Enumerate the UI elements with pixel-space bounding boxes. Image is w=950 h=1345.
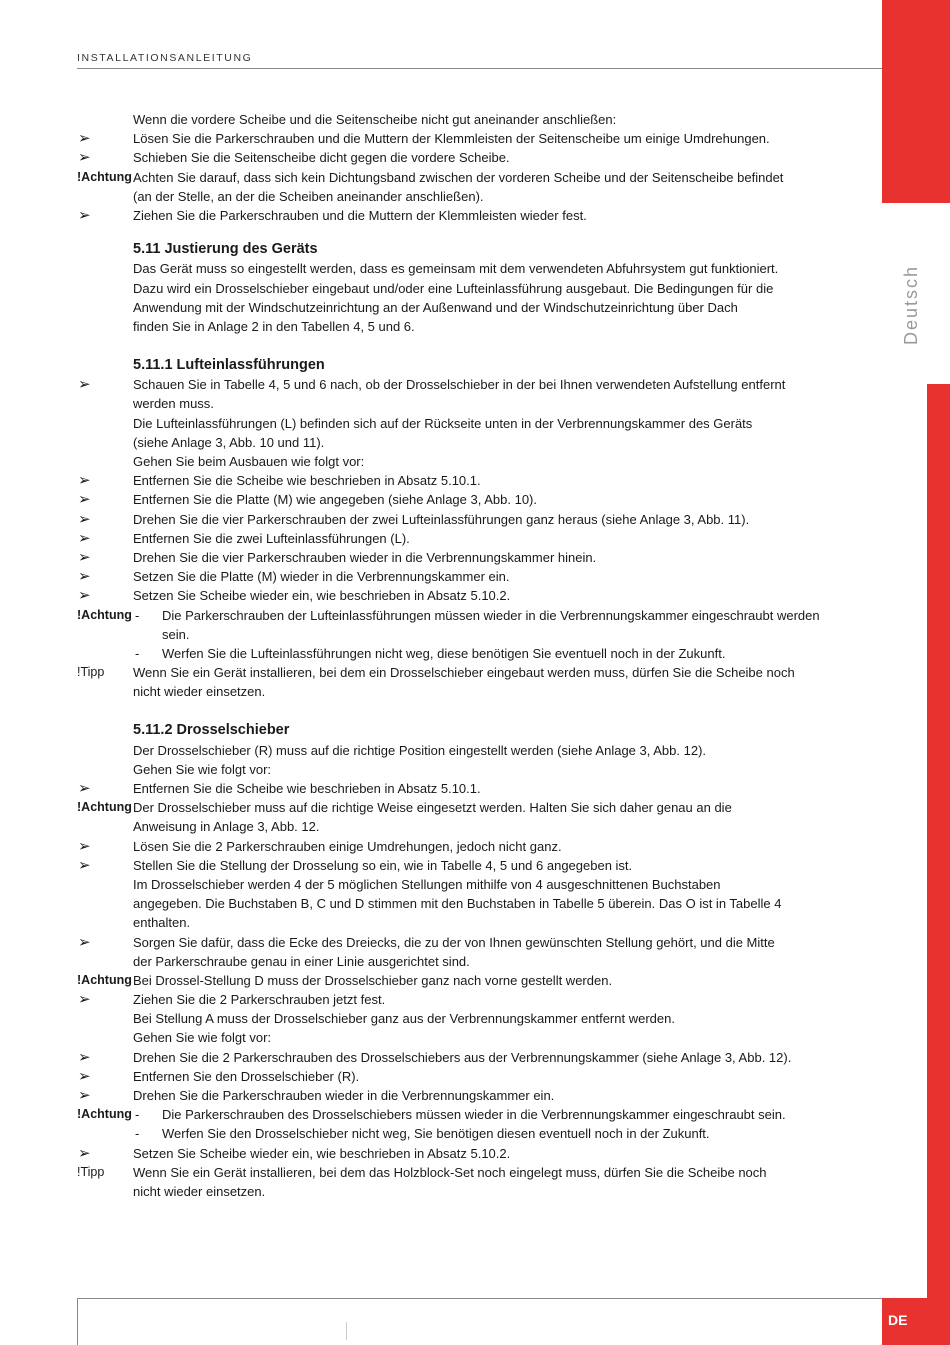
header-rule	[77, 68, 882, 69]
text-line: Die Lufteinlassführungen (L) befinden sich auf der Rückseite unten in der Verbrennungskammer des Geräts	[133, 415, 753, 431]
list-item: ➢ Drehen Sie die 2 Parkerschrauben des Drosselschiebers aus der Verbrennungskammer (siehe Anlage 3, Abb. 12).	[78, 1048, 792, 1066]
list-item: ➢ Lösen Sie die 2 Parkerschrauben einige Umdrehungen, jedoch nicht ganz.	[78, 837, 562, 855]
text-line: (an der Stelle, an der die Scheiben aneinander anschließen).	[133, 188, 484, 204]
text-line: der Parkerschraube genau in einer Linie ausgerichtet sind.	[133, 953, 470, 969]
section-heading: 5.11.2 Drosselschieber	[133, 722, 290, 739]
arrow-bullet-icon: ➢	[78, 206, 91, 224]
warning-note: !Achtung Achten Sie darauf, dass sich kein Dichtungsband zwischen der vorderen Scheibe und der Seitenscheibe befindet	[0, 168, 880, 187]
list-item: ➢ Setzen Sie Scheibe wieder ein, wie beschrieben in Absatz 5.10.2.	[78, 1144, 511, 1162]
arrow-bullet-icon: ➢	[78, 587, 91, 605]
tip-note: !Tipp Wenn Sie ein Gerät installieren, bei dem das Holzblock-Set noch eingelegt muss, dürfen Sie die Scheibe noch	[0, 1163, 880, 1182]
list-item: ➢ Drehen Sie die vier Parkerschrauben der zwei Lufteinlassführungen ganz heraus (siehe Anlage 3, Abb. 11).	[78, 510, 750, 528]
list-item: ➢ Drehen Sie die Parkerschrauben wieder in die Verbrennungskammer ein.	[78, 1087, 555, 1104]
language-side-label: Deutsch	[901, 264, 921, 346]
text-line: nicht wieder einsetzen.	[133, 684, 266, 700]
achtung-label: !Achtung	[77, 1107, 132, 1122]
arrow-bullet-icon: ➢	[78, 529, 91, 547]
text-line: Gehen Sie wie folgt vor:	[133, 1030, 272, 1046]
arrow-bullet-icon: ➢	[78, 1067, 91, 1085]
list-item: - Werfen Sie den Drosselschieber nicht weg, Sie benötigen diesen eventuell noch in der Zukunft.	[0, 1124, 880, 1143]
dash-bullet: -	[135, 1107, 140, 1123]
text-line: sein.	[162, 626, 190, 642]
list-item: ➢ Entfernen Sie den Drosselschieber (R).	[78, 1067, 360, 1085]
arrow-bullet-icon: ➢	[78, 1048, 91, 1066]
dash-bullet: -	[135, 607, 140, 623]
tipp-label: !Tipp	[77, 1164, 105, 1179]
arrow-bullet-icon: ➢	[78, 1144, 91, 1162]
arrow-bullet-icon: ➢	[78, 856, 91, 874]
text-line: nicht wieder einsetzen.	[133, 1183, 266, 1199]
arrow-bullet-icon: ➢	[78, 933, 91, 951]
arrow-bullet-icon: ➢	[78, 837, 91, 855]
arrow-bullet-icon: ➢	[78, 780, 91, 797]
text-line: Das Gerät muss so eingestellt werden, dass es gemeinsam mit dem verwendeten Abfuhrsystem gut funktioniert.	[133, 261, 779, 277]
text-line: angegeben. Die Buchstaben B, C und D stimmen mit den Buchstaben in Tabelle 5 überein. Das O ist in Tabelle 4	[133, 896, 782, 912]
language-tab-label: DE	[888, 1312, 908, 1328]
section-heading: 5.11.1 Lufteinlassführungen	[133, 357, 325, 374]
arrow-bullet-icon: ➢	[78, 149, 91, 167]
warning-note: !Achtung Bei Drossel-Stellung D muss der Drosselschieber ganz nach vorne gestellt werden.	[0, 971, 880, 990]
section-heading: 5.11 Justierung des Geräts	[133, 241, 318, 258]
list-item: ➢ Schieben Sie die Seitenscheibe dicht gegen die vordere Scheibe.	[78, 149, 510, 167]
document-title: INSTALLATIONSANLEITUNG	[77, 52, 253, 64]
footer-divider	[346, 1322, 347, 1340]
list-item: ➢ Schauen Sie in Tabelle 4, 5 und 6 nach, ob der Drosselschieber in der bei Ihnen verwendeten Aufstellung entfernt	[78, 376, 786, 394]
arrow-bullet-icon: ➢	[78, 130, 91, 148]
list-item: ➢ Entfernen Sie die Scheibe wie beschrieben in Absatz 5.10.1.	[78, 780, 481, 797]
footer-rule	[77, 1298, 882, 1299]
list-item: ➢ Ziehen Sie die Parkerschrauben und die Muttern der Klemmleisten wieder fest.	[78, 206, 587, 224]
tip-note: !Tipp Wenn Sie ein Gerät installieren, bei dem ein Drosselschieber eingebaut werden muss, dürfen Sie die Scheibe noch	[0, 663, 880, 682]
text-line: (siehe Anlage 3, Abb. 10 und 11).	[133, 434, 325, 450]
arrow-bullet-icon: ➢	[78, 1087, 91, 1104]
achtung-label: !Achtung	[77, 800, 132, 815]
list-item: ➢ Setzen Sie Scheibe wieder ein, wie beschrieben in Absatz 5.10.2.	[78, 587, 511, 605]
text-line: Wenn die vordere Scheibe und die Seitenscheibe nicht gut aneinander anschließen:	[133, 112, 617, 127]
list-item: ➢ Entfernen Sie die zwei Lufteinlassführungen (L).	[78, 529, 410, 547]
arrow-bullet-icon: ➢	[78, 491, 91, 509]
text-line: Gehen Sie beim Ausbauen wie folgt vor:	[133, 454, 365, 469]
achtung-label: !Achtung	[77, 607, 132, 622]
warning-note: !Achtung - Die Parkerschrauben des Drosselschiebers müssen wieder in die Verbrennungskammer eingeschraubt sein.	[0, 1105, 880, 1124]
dash-bullet: -	[135, 1126, 140, 1142]
text-line: enthalten.	[133, 915, 191, 931]
list-item: ➢ Ziehen Sie die 2 Parkerschrauben jetzt fest.	[78, 991, 386, 1009]
text-line: finden Sie in Anlage 2 in den Tabellen 4, 5 und 6.	[133, 318, 415, 334]
arrow-bullet-icon: ➢	[78, 568, 91, 586]
list-item: ➢ Stellen Sie die Stellung der Drosselung so ein, wie in Tabelle 4, 5 und 6 angegeben ist.	[78, 856, 633, 874]
text-line: Bei Stellung A muss der Drosselschieber ganz aus der Verbrennungskammer entfernt werden.	[133, 1011, 675, 1027]
arrow-bullet-icon: ➢	[78, 510, 91, 528]
text-line: Anweisung in Anlage 3, Abb. 12.	[133, 819, 320, 835]
arrow-bullet-icon: ➢	[78, 472, 91, 490]
list-item: - Werfen Sie die Lufteinlassführungen nicht weg, diese benötigen Sie eventuell noch in der Zukunft.	[0, 644, 880, 663]
dash-bullet: -	[135, 645, 140, 661]
achtung-label: !Achtung	[77, 972, 132, 987]
red-corner-bar	[882, 0, 950, 203]
list-item: ➢ Drehen Sie die vier Parkerschrauben wieder in die Verbrennungskammer hinein.	[78, 548, 597, 566]
arrow-bullet-icon: ➢	[78, 548, 91, 566]
list-item: ➢ Entfernen Sie die Platte (M) wie angegeben (siehe Anlage 3, Abb. 10).	[78, 491, 537, 509]
list-item: ➢ Sorgen Sie dafür, dass die Ecke des Dreiecks, die zu der von Ihnen gewünschten Stellung gehört, und die Mitte	[78, 933, 775, 951]
text-line: Der Drosselschieber (R) muss auf die richtige Position eingestellt werden (siehe Anlage 3, Abb. 12).	[133, 742, 707, 758]
list-item: ➢ Lösen Sie die Parkerschrauben und die Muttern der Klemmleisten der Seitenscheibe um einige Umdrehungen.	[78, 130, 770, 148]
arrow-bullet-icon: ➢	[78, 376, 91, 394]
text-line: Im Drosselschieber werden 4 der 5 möglichen Stellungen mithilfe von 4 ausgeschnittenen Buchstaben	[133, 876, 721, 892]
text-line: Anwendung mit der Windschutzeinrichtung an der Außenwand und der Windschutzeinrichtung über Dach	[133, 299, 738, 315]
text-line: Gehen Sie wie folgt vor:	[133, 761, 272, 777]
red-side-bar	[927, 384, 950, 1345]
warning-note: !Achtung Der Drosselschieber muss auf die richtige Weise eingesetzt werden. Halten Sie sich daher genau an die	[0, 798, 880, 817]
text-line: Dazu wird ein Drosselschieber eingebaut und/oder eine Lufteinlassführung ausgebaut. Die Bedingungen für die	[133, 280, 774, 296]
document-body	[0, 110, 880, 1201]
arrow-bullet-icon: ➢	[78, 991, 91, 1009]
warning-note: !Achtung - Die Parkerschrauben der Lufteinlassführungen müssen wieder in die Verbrennungskammer eingeschraubt werden	[0, 606, 880, 625]
list-item: ➢ Setzen Sie die Platte (M) wieder in die Verbrennungskammer ein.	[78, 568, 510, 586]
list-item: ➢ Entfernen Sie die Scheibe wie beschrieben in Absatz 5.10.1.	[78, 472, 481, 490]
text-line: werden muss.	[133, 396, 214, 412]
footer-left-border	[77, 1298, 78, 1345]
achtung-label: !Achtung	[77, 169, 132, 184]
tipp-label: !Tipp	[77, 665, 105, 680]
